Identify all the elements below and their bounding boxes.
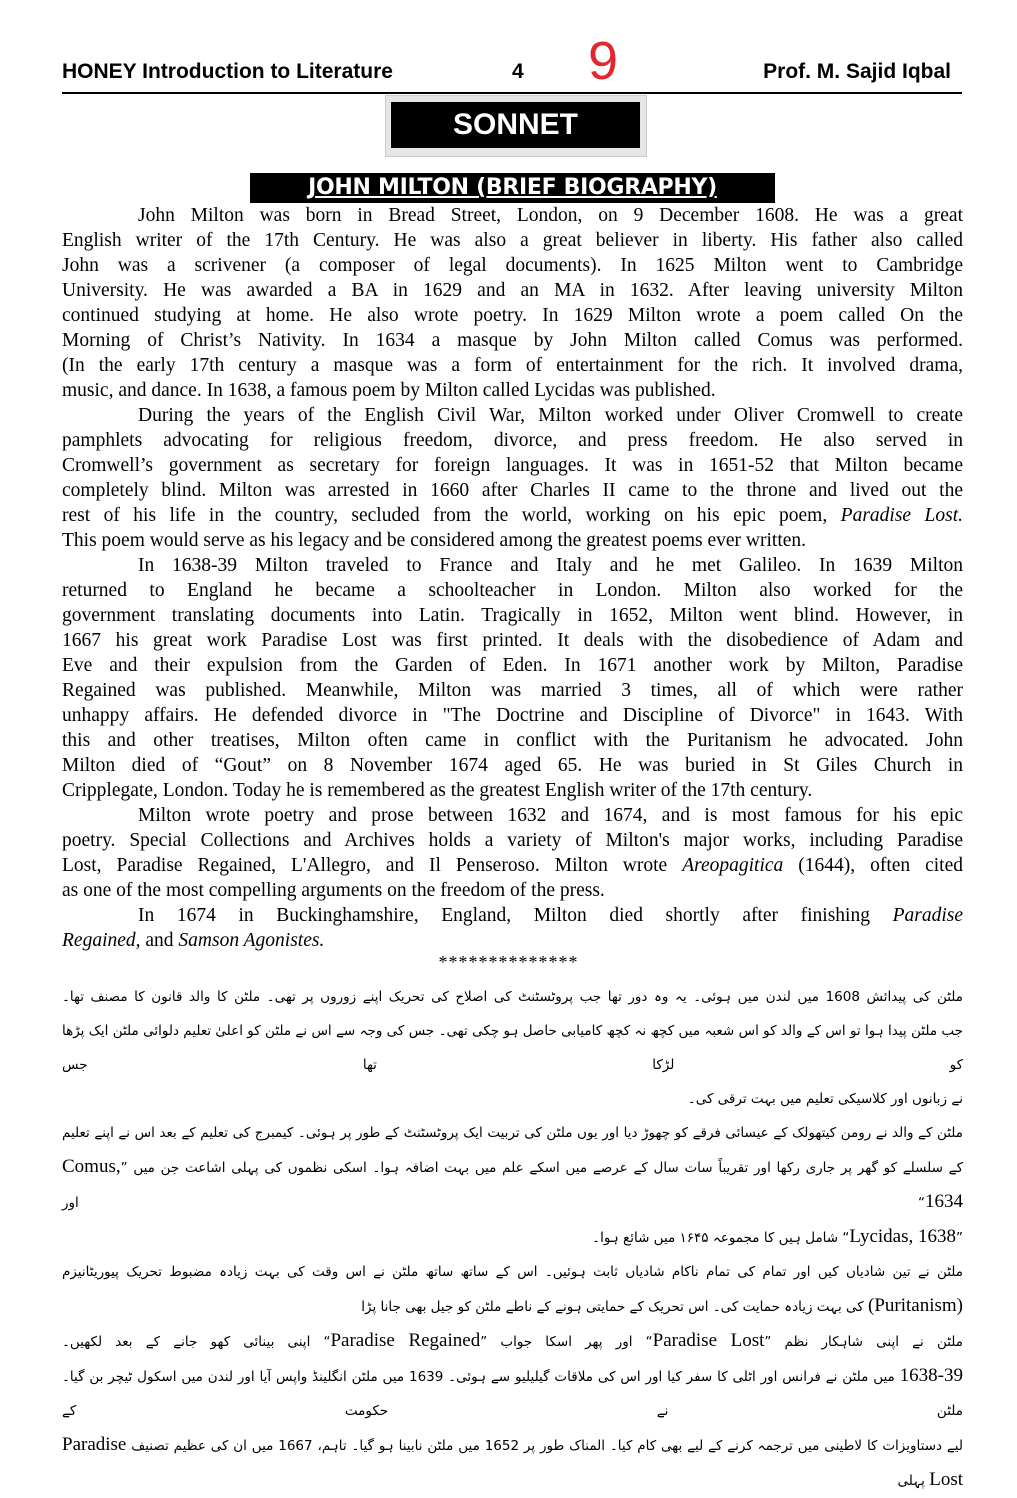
text-run: ملٹن کی پیدائش 1608 میں لندن میں ہوئی۔ یہ وہ دور تھا جب پروٹسٹنٹ کی اصلاح کی تحریک اپنے زوروں پر تھی۔ ملٹن کا والد قانون کا مصنف تھا۔ (62, 989, 963, 1005)
paragraphs-line (62, 203, 963, 228)
paragraphs-line (62, 728, 963, 753)
urdu_paragraphs-line (62, 1116, 963, 1150)
text-run: پہلی (897, 1473, 930, 1489)
english-body (62, 203, 963, 953)
paragraphs-line (62, 828, 963, 853)
header-author: Prof. M. Sajid Iqbal (763, 60, 951, 83)
text-run: During the years of the English Civil War, Milton worked under Oliver Cromwell to create (138, 405, 963, 426)
urdu_paragraphs-line (62, 1082, 963, 1116)
text-run: completely blind. Milton was arrested in 1660 after Charles II came to the throne and lived out the (62, 480, 963, 501)
sonnet-banner-label: SONNET (391, 102, 640, 148)
text-run: “ شامل ہیں کا مجموعہ ۱۶۴۵ میں شائع ہوا۔ (592, 1230, 850, 1246)
text-run: In 1674 in Buckinghamshire, England, Milton died shortly after finishing (138, 905, 893, 926)
paragraphs-line (62, 703, 963, 728)
text-run: Cromwell’s government as secretary for foreign languages. It was in 1651-52 that Milton became (62, 455, 963, 476)
text-run: this and other treatises, Milton often came in conflict with the Puritanism he advocated. John (62, 730, 963, 751)
text-run: Paradise Lost (62, 1434, 963, 1490)
paragraphs-line (62, 303, 963, 328)
sonnet-banner (385, 95, 647, 157)
urdu_paragraphs-line (62, 1220, 963, 1255)
urdu_paragraphs-line (62, 1289, 963, 1324)
text-run: نے زبانوں اور کلاسیکی تعلیم میں بہت ترقی کی۔ (687, 1091, 963, 1107)
urdu-body (62, 980, 963, 1498)
text-run: as one of the most compelling arguments on the freedom of the press. (62, 880, 605, 901)
text-run: rest of his life in the country, secluded from the world, working on his epic poem, (62, 505, 841, 526)
text-run: 1667 his great work Paradise Lost was first printed. It deals with the disobedience of Adam and (62, 630, 963, 651)
paragraphs-line (62, 653, 963, 678)
urdu_paragraphs-paragraph (62, 1324, 963, 1498)
paragraphs-paragraph (62, 903, 963, 953)
paragraphs-line (62, 503, 963, 528)
text-run: Milton wrote poetry and prose between 1632 and 1674, and is most famous for his epic (138, 805, 963, 826)
paragraphs-line (62, 578, 963, 603)
text-run: جب ملٹن پیدا ہوا تو اس کے والد کو اس شعبہ میں کچھ نہ کچھ کامیابی حاصل ہو چکی تھی۔ جس کی وجہ سے اس نے ملٹن کو اعلیٰ تعلیم دلوائی ملٹن ایک پڑھا کو لڑکا تھا جس (62, 1023, 963, 1073)
handwritten-page-number: 9 (588, 31, 619, 91)
paragraphs-line (62, 628, 963, 653)
text-run: This poem would serve as his legacy and be considered among the greatest poems ever written. (62, 530, 807, 551)
paragraphs-line (62, 678, 963, 703)
urdu_paragraphs-line (62, 1359, 963, 1428)
paragraphs-line (62, 603, 963, 628)
text-run: ملٹن نے تین شادیاں کیں اور تمام کی تمام ناکام شادیاں ثابت ہوئیں۔ اس کے ساتھ ساتھ ملٹن نے اس وقت کی بہت زیادہ مضبوط تحریک پیوریٹانیزم (62, 1264, 963, 1280)
urdu_paragraphs-paragraph (62, 980, 963, 1116)
text-run: “ اور (62, 1195, 925, 1211)
paragraphs-paragraph (62, 803, 963, 903)
text-run: میں ملٹن نے فرانس اور اٹلی کا سفر کیا اور اس کی ملاقات گیلیلیو سے ہوئی۔ 1639 میں ملٹن انگلینڈ واپس آیا اور لندن میں اسکول ٹیچر بن گیا۔ ملٹن نے حکومت کے (62, 1369, 963, 1419)
text-run: ” (956, 1230, 963, 1246)
text-run: کی بہت زیادہ حمایت کی۔ اس تحریک کے حمایتی ہونے کے ناطے ملٹن کو جیل بھی جانا پڑا (361, 1299, 868, 1315)
text-run: government translating documents into Latin. Tragically in 1652, Milton went blind. However, in (62, 605, 963, 626)
urdu_paragraphs-line (62, 1428, 963, 1498)
text-run: returned to England he became a schoolteacher in London. Milton also worked for the (62, 580, 963, 601)
text-run: ملٹن کے والد نے رومن کیتھولک کے عیسائی فرقے کو چھوڑ دیا اور یوں ملٹن کی تربیت ایک پروٹسٹنٹ کے طور پر ہوئی۔ کیمبرج کی تعلیم کے بعد اس نے اپنے تعلیم (62, 1125, 963, 1141)
text-run: Morning of Christ’s Nativity. In 1634 a masque by John Milton called Comus was performed. (62, 330, 963, 351)
header-page-number: 4 (512, 60, 524, 83)
text-run: Cripplegate, London. Today he is remembered as the greatest English writer of the 17th century. (62, 780, 813, 801)
paragraphs-line (62, 528, 963, 553)
paragraphs-line (62, 903, 963, 928)
text-run: Comus, 1634 (62, 1156, 963, 1212)
text-run: (Puritanism) (868, 1295, 963, 1316)
urdu_paragraphs-paragraph (62, 1116, 963, 1255)
text-run: “ اور پھر اسکا جواب ” (480, 1334, 653, 1350)
text-run: 1638-39 (899, 1365, 963, 1386)
text-run: Paradise Lost (652, 1330, 765, 1351)
text-run: John was a scrivener (a composer of legal documents). In 1625 Milton went to Cambridge (62, 255, 963, 276)
paragraphs-paragraph (62, 403, 963, 553)
text-run: Paradise (892, 905, 963, 926)
paragraphs-line (62, 228, 963, 253)
text-run: “ اپنی بینائی کھو جانے کے بعد لکھیں۔ (62, 1334, 331, 1350)
urdu_paragraphs-line (62, 1255, 963, 1289)
text-run: pamphlets advocating for religious freedom, divorce, and press freedom. He also served in (62, 430, 963, 451)
paragraphs-line (62, 328, 963, 353)
text-run: لیے دستاویزات کا لاطینی میں ترجمہ کرنے کے لیے بھی کام کیا۔ المناک طور پر 1652 میں ملٹن نابینا ہو گیا۔ تاہم، 1667 میں ان کی عظیم تصنیف (126, 1438, 963, 1454)
paragraphs-line (62, 278, 963, 303)
urdu_paragraphs-line (62, 1014, 963, 1082)
paragraphs-line (62, 253, 963, 278)
separator: ************** (438, 952, 579, 972)
paragraphs-line (62, 778, 963, 803)
text-run: In 1638-39 Milton traveled to France and Italy and he met Galileo. In 1639 Milton (138, 555, 963, 576)
text-run: University. He was awarded a BA in 1629 and an MA in 1632. After leaving university Milton (62, 280, 963, 301)
section-title: JOHN MILTON (BRIEF BIOGRAPHY) (250, 173, 775, 203)
paragraphs-line (62, 753, 963, 778)
urdu_paragraphs-line (62, 1150, 963, 1220)
text-run: Lycidas, 1638 (849, 1226, 956, 1247)
text-run: کے سلسلے کو گھر پر جاری رکھا اور تقریباً سات سال کے عرصے میں اسکے علم میں بہت اضافہ ہوا۔ اسکی نظموں کی پہلی اشاعت جن میں ” (120, 1160, 963, 1176)
text-run: ملٹن نے اپنی شاہکار نظم ” (764, 1334, 963, 1350)
paragraphs-line (62, 453, 963, 478)
paragraphs-line (62, 378, 963, 403)
text-run: Areopagitica (682, 855, 784, 876)
paragraphs-line (62, 353, 963, 378)
paragraphs-line (62, 403, 963, 428)
paragraphs-line (62, 878, 963, 903)
text-run: Milton died of “Gout” on 8 November 1674 aged 65. He was buried in St Giles Church in (62, 755, 963, 776)
paragraphs-paragraph (62, 203, 963, 403)
paragraphs-line (62, 803, 963, 828)
text-run: John Milton was born in Bread Street, London, on 9 December 1608. He was a great (138, 205, 963, 226)
urdu_paragraphs-line (62, 1324, 963, 1359)
text-run: Regained, (62, 930, 141, 951)
urdu_paragraphs-paragraph (62, 1255, 963, 1324)
paragraphs-line (62, 928, 963, 953)
text-run: (In the early 17th century a masque was a form of entertainment for the rich. It involved drama, (62, 355, 963, 376)
paragraphs-line (62, 553, 963, 578)
text-run: continued studying at home. He also wrote poetry. In 1629 Milton wrote a poem called On the (62, 305, 963, 326)
paragraphs-paragraph (62, 553, 963, 803)
header-book-title: HONEY Introduction to Literature (62, 60, 393, 83)
text-run: English writer of the 17th Century. He was also a great believer in liberty. His father also called (62, 230, 963, 251)
text-run: unhappy affairs. He defended divorce in "The Doctrine and Discipline of Divorce" in 1643. With (62, 705, 963, 726)
text-run: Lost, Paradise Regained, L'Allegro, and Il Penseroso. Milton wrote (62, 855, 683, 876)
text-run: music, and dance. In 1638, a famous poem by Milton called Lycidas was published. (62, 380, 716, 401)
text-run: Paradise Regained (330, 1330, 481, 1351)
paragraphs-line (62, 428, 963, 453)
text-run: Eve and their expulsion from the Garden of Eden. In 1671 another work by Milton, Paradise (62, 655, 963, 676)
text-run: poetry. Special Collections and Archives holds a variety of Milton's major works, including Paradise (62, 830, 963, 851)
header-rule (62, 92, 962, 94)
text-run: Regained was published. Meanwhile, Milton was married 3 times, all of which were rather (62, 680, 963, 701)
text-run: Paradise Lost. (840, 505, 963, 526)
text-run: Samson Agonistes. (178, 930, 325, 951)
urdu_paragraphs-line (62, 980, 963, 1014)
paragraphs-line (62, 853, 963, 878)
paragraphs-line (62, 478, 963, 503)
text-run: and (140, 930, 179, 951)
text-run: (1644), often cited (783, 855, 963, 876)
